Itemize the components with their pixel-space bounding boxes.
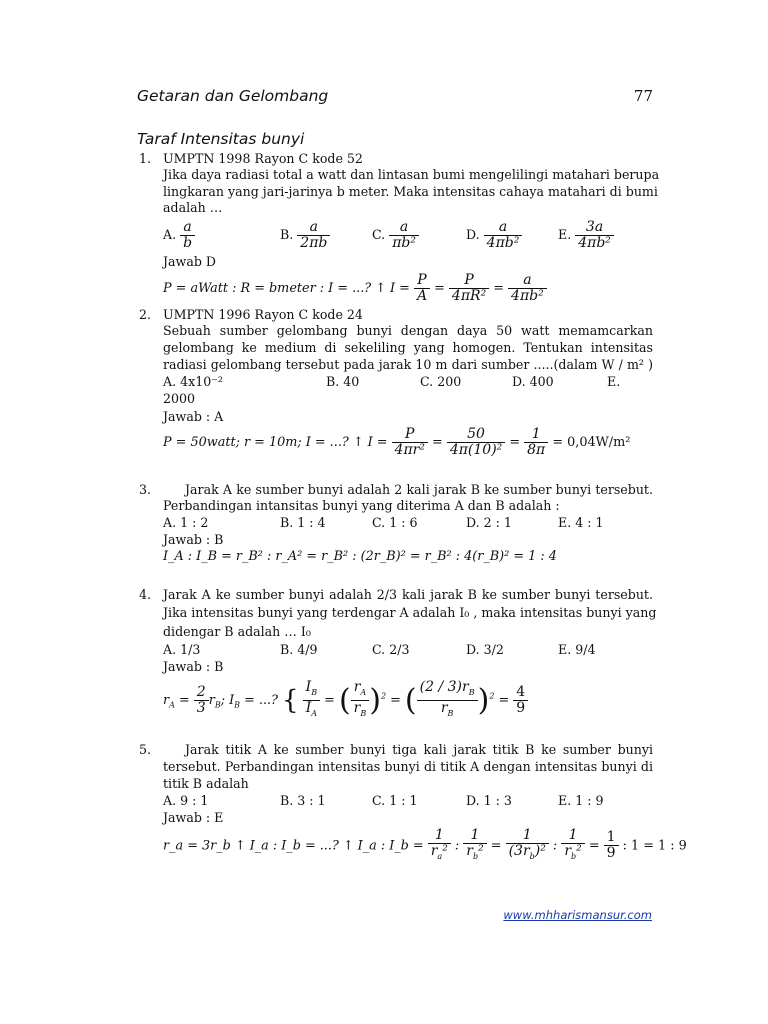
option-label: C.	[372, 227, 386, 242]
q5-option-e: E. 1 : 9	[558, 793, 604, 808]
fraction: $\frac{1}{(3r_b)^2}$	[506, 828, 549, 864]
option-label: B.	[280, 227, 294, 242]
fraction: $\frac{I_B}{I_A}$	[303, 680, 320, 721]
q3-line: Jarak A ke sumber bunyi adalah 2 kali jarak B ke sumber bunyi tersebut.	[185, 482, 653, 497]
fraction: $\frac{3a}{\text{4πb²}}$	[575, 220, 614, 251]
q1-number: 1.	[139, 151, 152, 166]
q4-answer: Jawab : B	[163, 659, 224, 674]
fraction: $\frac{P}{\text{4πr²}}$	[392, 427, 428, 458]
chapter-title: Getaran dan Gelombang	[137, 87, 329, 105]
q1-option-b	[280, 220, 330, 251]
fraction: $\frac{a}{\text{4πb²}}$	[508, 273, 547, 304]
section-title: Taraf Intensitas bunyi	[137, 130, 305, 148]
q3-option-b: B. 1 : 4	[280, 515, 326, 530]
q3-option-a: A. 1 : 2	[163, 515, 209, 530]
q4-line: didengar B adalah … I₀	[163, 624, 311, 639]
q3-line: Perbandingan intansitas bunyi yang diterima A dan B adalah :	[163, 498, 560, 513]
q3-option-e: E. 4 : 1	[558, 515, 604, 530]
q2-option-d: D. 400	[512, 374, 554, 389]
q4-line: Jarak A ke sumber bunyi adalah 2/3 kali jarak B ke sumber bunyi tersebut.	[163, 587, 653, 602]
footer-link[interactable]: www.mhharismansur.com	[503, 908, 652, 922]
q4-option-e: E. 9/4	[558, 642, 596, 657]
fraction: $\frac{P}{\text{4πR²}}$	[449, 273, 489, 304]
q4-solution: $r_A$ = $\frac{2}{3}$ $r_B$; $I_B$ = ...? { $\frac{I_B}{I_A}$ = ( $\frac{r_A}{r_B}$ )$^2$ = ( $\frac{(2 / 3)r_B}{r_B}$ )$^2$ = $\frac{4}{9}$	[163, 680, 528, 721]
q2-option-a: A. 4x10⁻²	[163, 374, 223, 389]
q5-option-a: A. 9 : 1	[163, 793, 209, 808]
q1-line: UMPTN 1998 Rayon C kode 52	[163, 151, 363, 166]
q4-option-d: D. 3/2	[466, 642, 504, 657]
q4-option-b: B. 4/9	[280, 642, 318, 657]
q1-solution: P = aWatt : R = bmeter : I = ...? ↑ I = $\frac{P}{A}$ = $\frac{P}{\text{4πR²}}$ = $\frac{a}{\text{4πb²}}$	[163, 273, 547, 304]
q2-option-e: E.	[607, 374, 621, 389]
option-label: D.	[466, 227, 480, 242]
page-number: 77	[633, 87, 653, 105]
fraction: $\frac{1}{8\pi}$	[524, 427, 548, 458]
result-text: = 0,04W/m²	[552, 435, 631, 450]
q4-line: Jika intensitas bunyi yang terdengar A adalah I₀ , maka intensitas bunyi yang	[163, 605, 657, 620]
fraction: $\frac{r_A}{r_B}$	[351, 680, 370, 721]
q3-number: 3.	[139, 482, 152, 497]
q1-option-c	[372, 220, 419, 251]
q2-option-c: C. 200	[420, 374, 462, 389]
q5-option-b: B. 3 : 1	[280, 793, 326, 808]
q2-number: 2.	[139, 307, 152, 322]
q2-line: Sebuah sumber gelombang bunyi dengan daya 50 watt memamcarkan	[163, 323, 653, 338]
q2-line: radiasi gelombang tersebut pada jarak 10 m dari sumber .....(dalam W / m² )	[163, 357, 653, 372]
q3-option-d: D. 2 : 1	[466, 515, 512, 530]
fraction: $\frac{P}{A}$	[414, 273, 430, 304]
q4-number: 4.	[139, 587, 152, 602]
q1-option-d	[466, 220, 522, 251]
fraction: $\frac{a}{\text{πb²}}$	[389, 220, 419, 251]
q1-option-e	[558, 220, 614, 251]
q1-answer: Jawab D	[163, 254, 217, 269]
q5-option-d: D. 1 : 3	[466, 793, 512, 808]
q5-option-c: C. 1 : 1	[372, 793, 418, 808]
q1-option-a	[163, 220, 195, 251]
q5-number: 5.	[139, 742, 152, 757]
fraction: $\frac{1}{r_b^2}$	[463, 828, 486, 864]
fraction: $\frac{1}{9}$	[604, 830, 619, 861]
q4-option-c: C. 2/3	[372, 642, 410, 657]
q2-line: UMPTN 1996 Rayon C kode 24	[163, 307, 363, 322]
q1-line: lingkaran yang jari-jarinya b meter. Maka intensitas cahaya matahari di bumi	[163, 184, 658, 199]
q3-option-c: C. 1 : 6	[372, 515, 418, 530]
q3-answer: Jawab : B	[163, 532, 224, 547]
fraction: $\frac{2}{3}$	[194, 685, 209, 716]
solution-text: P = aWatt : R = bmeter : I = ...? ↑ I =	[163, 281, 410, 296]
solution-text: r_a = 3r_b ↑ I_a : I_b = ...? ↑ I_a : I_b =	[163, 838, 424, 854]
q1-line: adalah …	[163, 200, 223, 215]
fraction: $\frac{a}{b}$	[180, 220, 195, 251]
fraction: $\frac{1}{r_b^2}$	[561, 828, 584, 864]
q5-line: Jarak titik A ke sumber bunyi tiga kali jarak titik B ke sumber bunyi	[185, 742, 653, 757]
q2-option-e-value: 2000	[163, 391, 196, 406]
fraction: $\frac{(2 / 3)r_B}{r_B}$	[417, 680, 478, 721]
q5-line: titik B adalah	[163, 776, 249, 791]
fraction: $\frac{a}{\text{4πb²}}$	[484, 220, 523, 251]
q4-option-a: A. 1/3	[163, 642, 201, 657]
q2-answer: Jawab : A	[163, 409, 224, 424]
option-label: E.	[558, 227, 572, 242]
fraction: $\frac{4}{9}$	[513, 685, 528, 716]
q3-solution: I_A : I_B = r_B² : r_A² = r_B² : (2r_B)² = r_B² : 4(r_B)² = 1 : 4	[163, 549, 557, 564]
q5-answer: Jawab : E	[163, 810, 224, 825]
fraction: $\frac{1}{r_a^2}$	[428, 828, 451, 864]
q1-line: Jika daya radiasi total a watt dan lintasan bumi mengelilingi matahari berupa	[163, 167, 660, 182]
q2-line: gelombang ke medium di sekeliling yang homogen. Tentukan intensitas	[163, 340, 653, 355]
fraction: $\frac{a}{2\pi b}$	[297, 220, 330, 251]
fraction: $\frac{50}{\text{4π(10)²}}$	[447, 427, 505, 458]
option-label: A.	[163, 227, 177, 242]
q5-solution: r_a = 3r_b ↑ I_a : I_b = ...? ↑ I_a : I_b = $\frac{1}{r_a^2}$ : $\frac{1}{r_b^2}$ = $\frac{1}{(3r_b)^2}$ : $\frac{1}{r_b^2}$ = $\frac{1}{9}$ : 1 = 1 : 9	[163, 828, 687, 864]
q5-line: tersebut. Perbandingan intensitas bunyi di titik A dengan intensitas bunyi di	[163, 759, 653, 774]
solution-text: P = 50watt; r = 10m; I = ...? ↑ I =	[163, 435, 388, 450]
q2-option-b: B. 40	[326, 374, 360, 389]
q2-solution: P = 50watt; r = 10m; I = ...? ↑ I = $\frac{P}{\text{4πr²}}$ = $\frac{50}{\text{4π(10)²}}$ = $\frac{1}{8\pi}$ = 0,04W/m²	[163, 426, 631, 458]
